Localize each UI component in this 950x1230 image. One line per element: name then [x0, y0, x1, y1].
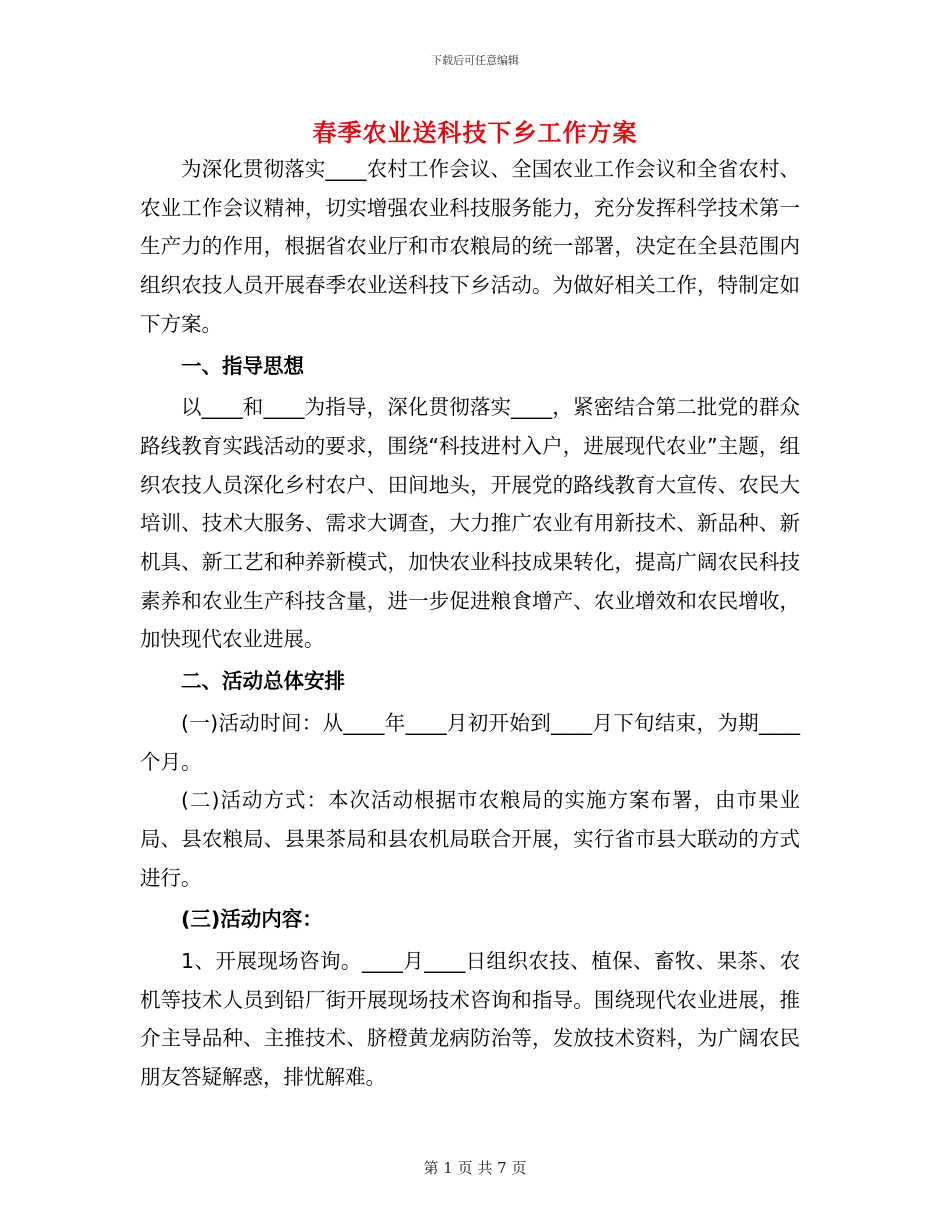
- guiding-ideology-paragraph: 以____和____为指导，深化贯彻落实____，紧密结合第二批党的群众路线教育实践活动的要求，围绕“科技进村入户，进展现代农业”主题，组织农技人员深化乡村农户、田间地头，开展党的路线教育大宣传、农民大培训、技术大服务、需求大调查，大力推广农业有用新技术、新品种、新机具、新工艺和种养新模式，加快农业科技成果转化，提高广阔农民科技素养和农业生产科技含量，进一步促进粮食增产、农业增效和农民增收，加快现代农业进展。: [140, 395, 800, 652]
- section-heading-guiding-ideology: 一、指导思想: [181, 353, 304, 378]
- activity-time-paragraph: (一)活动时间：从____年____月初开始到____月下旬结束，为期____个月。: [140, 710, 800, 774]
- document-title: 春季农业送科技下乡工作方案: [312, 119, 638, 147]
- activity-method-paragraph: (二)活动方式：本次活动根据市农粮局的实施方案布署，由市果业局、县农粮局、县果茶局和县农机局联合开展，实行省市县大联动的方式进行。: [140, 788, 800, 890]
- onsite-consultation-paragraph: 1、开展现场咨询。____月____日组织农技、植保、畜牧、果茶、农机等技术人员到铅厂街开展现场技术咨询和指导。围绕现代农业进展，推介主导品种、主推技术、脐橙黄龙病防治等，发放技术资料，为广阔农民朋友答疑解惑，排忧解难。: [140, 949, 800, 1090]
- header-note: 下载后可任意编辑: [431, 54, 519, 67]
- section-heading-activity-content: (三)活动内容：: [181, 907, 323, 932]
- section-heading-overall-arrangement: 二、活动总体安排: [181, 669, 345, 694]
- intro-paragraph: 为深化贯彻落实____农村工作会议、全国农业工作会议和全省农村、农业工作会议精神，切实增强农业科技服务能力，充分发挥科学技术第一生产力的作用，根据省农业厅和市农粮局的统一部署，决定在全县范围内组织农技人员开展春季农业送科技下乡活动。为做好相关工作，特制定如下方案。: [140, 157, 800, 336]
- page-number: 第 1 页 共 7 页: [423, 1159, 527, 1177]
- document-body: [140, 150, 800, 1097]
